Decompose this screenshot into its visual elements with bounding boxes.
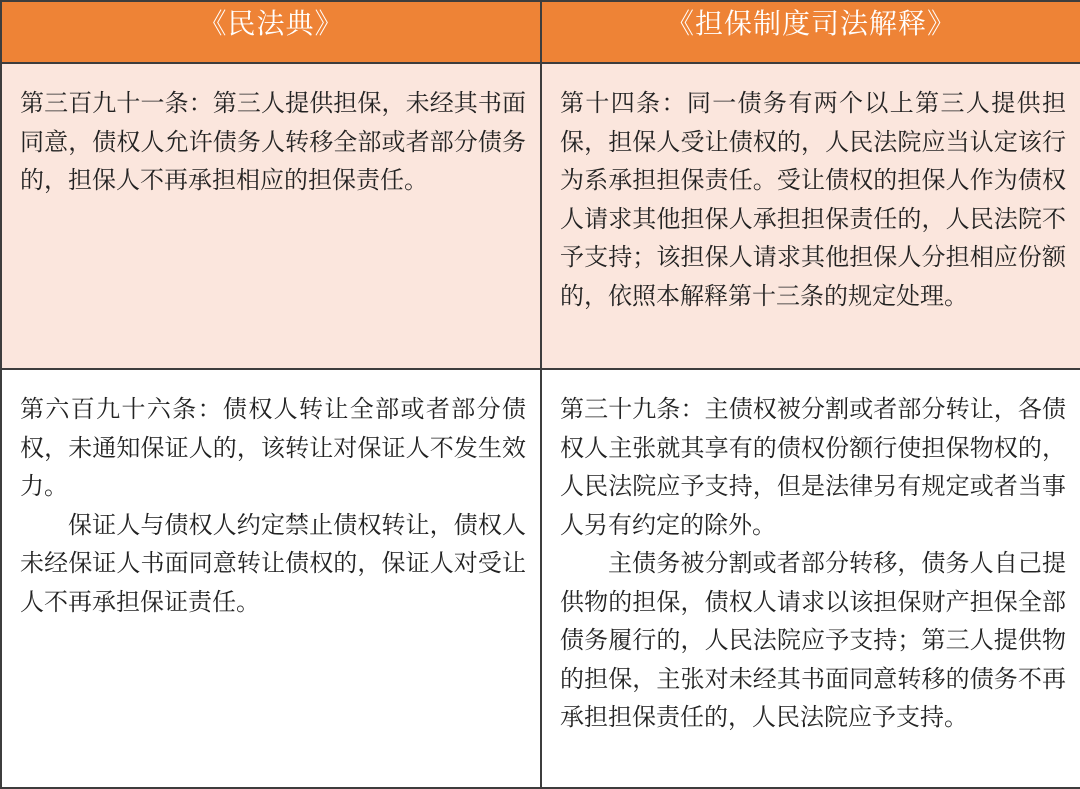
- table-row: [1, 63, 1080, 369]
- table-row: [1, 369, 1080, 788]
- interpretation-article-39: [541, 369, 1080, 788]
- article-text: 第六百九十六条：债权人转让全部或者部分债权，未通知保证人的，该转让对保证人不发生效力。: [20, 395, 526, 500]
- article-text: 第三百九十一条：第三人提供担保，未经其书面同意，债权人允许债务人转移全部或者部分债务的，担保人不再承担相应的担保责任。: [20, 89, 526, 194]
- article-paragraph: 保证人与债权人约定禁止债权转让，债权人未经保证人书面同意转让债权的，保证人对受让人不再承担保证责任。: [20, 510, 526, 616]
- article-text: 第三十九条：主债权被分割或者部分转让，各债权人主张就其享有的债权份额行使担保物权的，人民法院应予支持，但是法律另有规定或者当事人另有约定的除外。: [560, 395, 1066, 539]
- header-judicial-interpretation: 《担保制度司法解释》: [541, 1, 1080, 63]
- civil-code-article-696: [1, 369, 541, 788]
- header-civil-code: 《民法典》: [1, 1, 541, 63]
- interpretation-article-14: [541, 63, 1080, 369]
- article-paragraph: 主债务被分割或者部分转移，债务人自己提供物的担保，债权人请求以该担保财产担保全部债务履行的，人民法院应予支持；第三人提供物的担保，主张对未经其书面同意转移的债务不再承担担保责任的，人民法院应予支持。: [560, 549, 1066, 731]
- header-row: [1, 1, 1080, 63]
- article-text: 第十四条：同一债务有两个以上第三人提供担保，担保人受让债权的，人民法院应当认定该行为系承担担保责任。受让债权的担保人作为债权人请求其他担保人承担担保责任的，人民法院不予支持；该担保人请求其他担保人分担相应份额的，依照本解释第十三条的规定处理。: [560, 89, 1066, 310]
- civil-code-article-391: [1, 63, 541, 369]
